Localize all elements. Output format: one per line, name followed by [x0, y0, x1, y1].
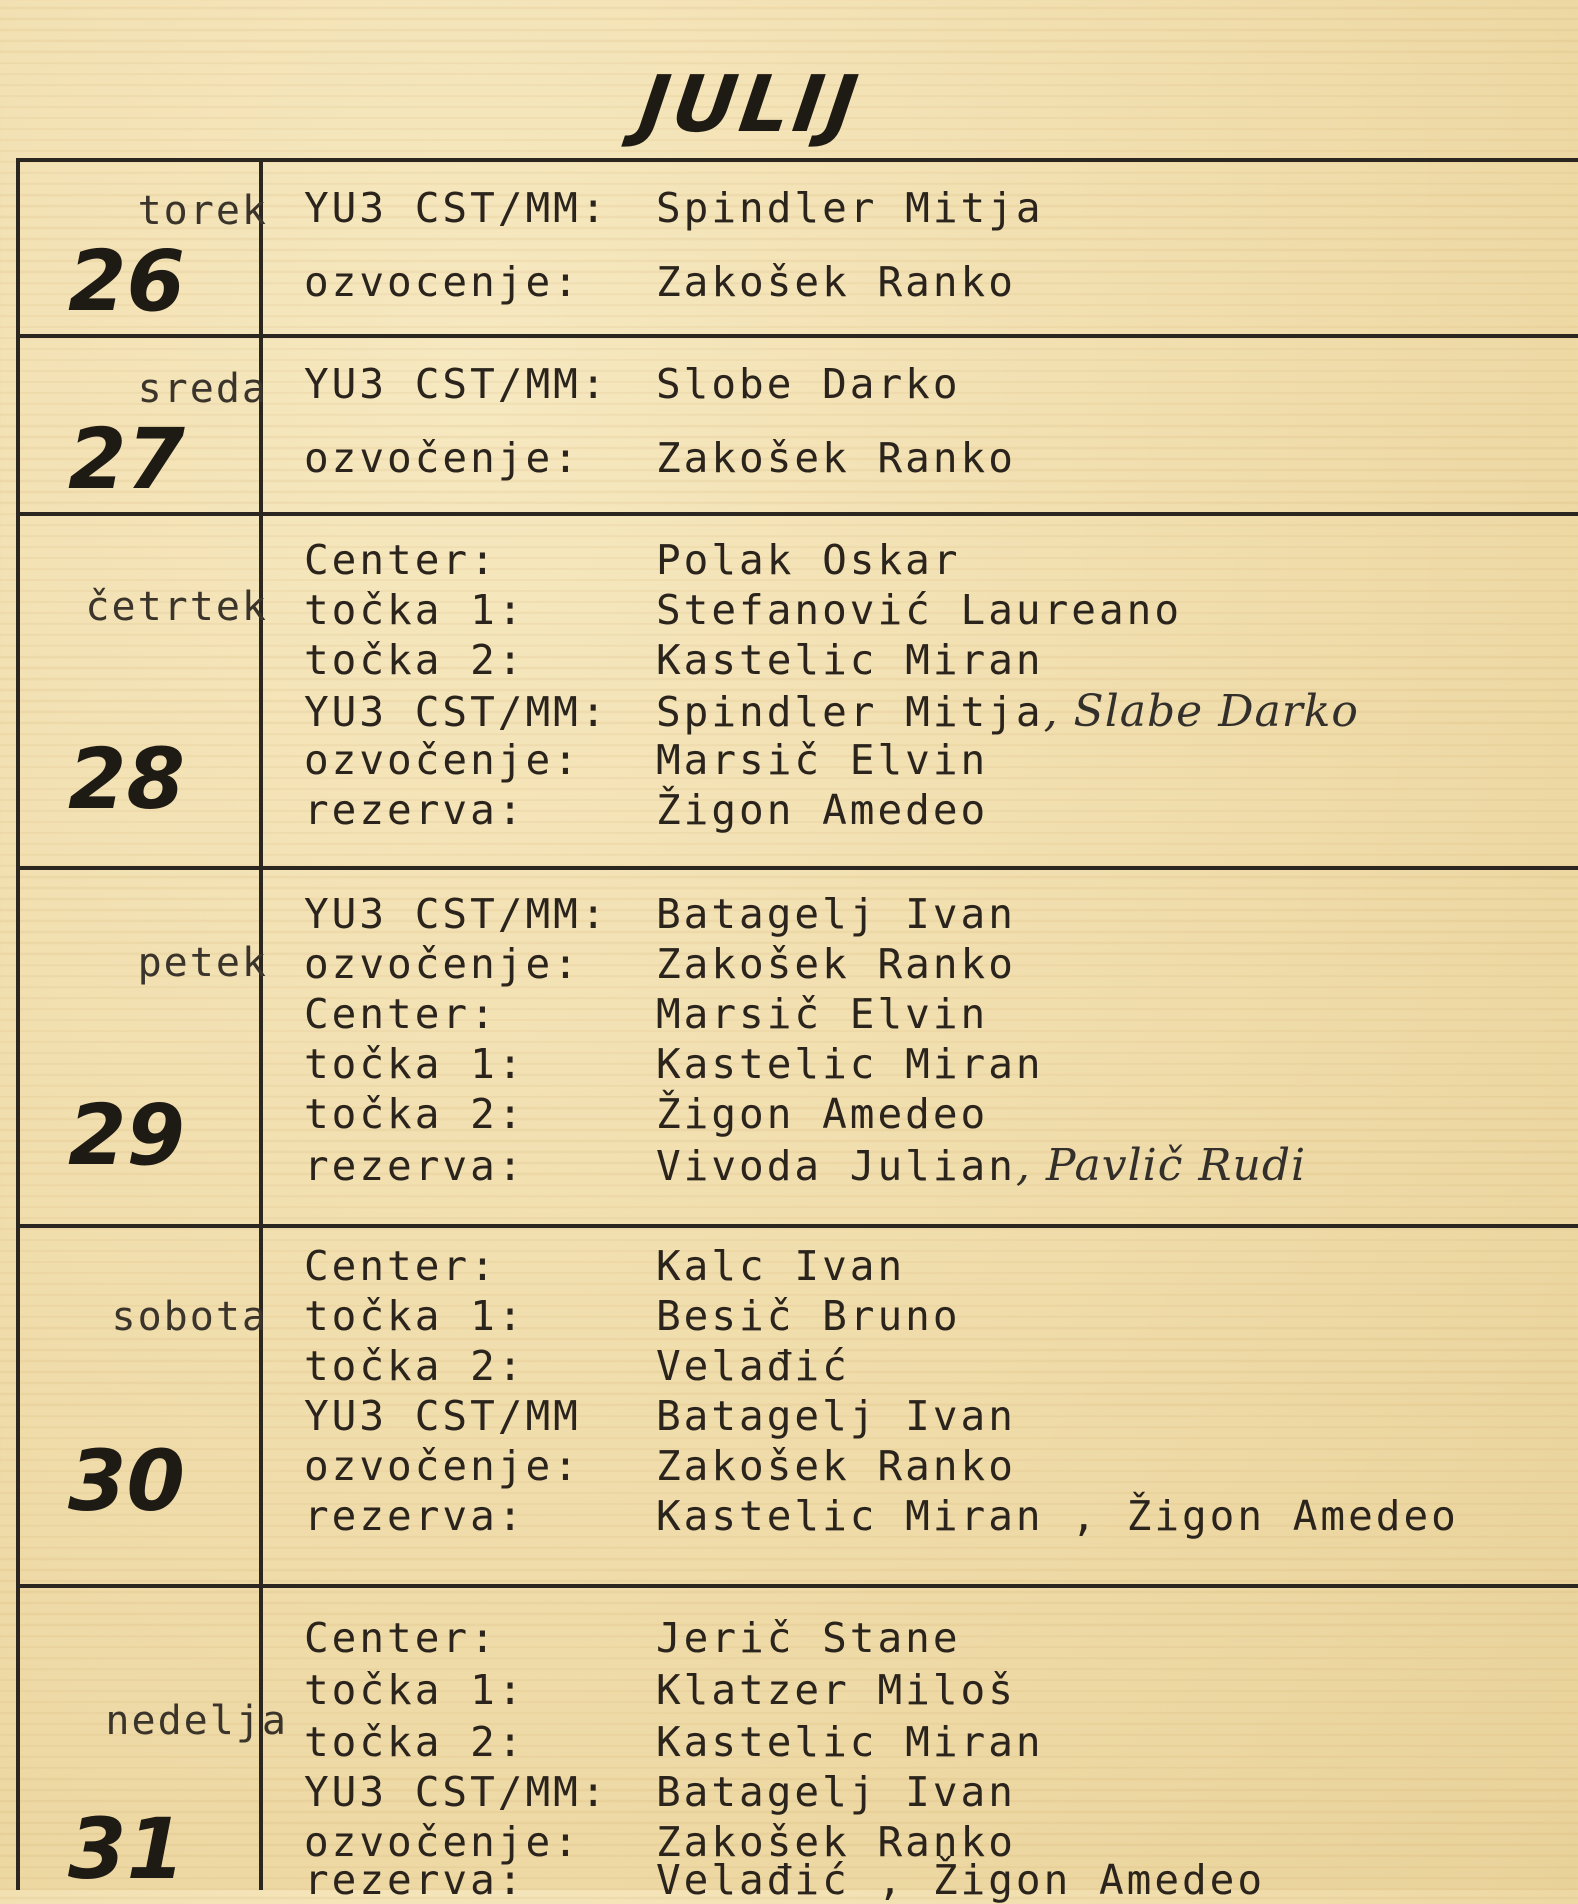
role-label: ozvočenje: — [304, 736, 581, 784]
assignment-line — [304, 1242, 905, 1290]
assignment-line — [304, 686, 1359, 737]
day-number: 29 — [68, 1086, 185, 1184]
assignment-line — [304, 990, 988, 1038]
role-label: Center: — [304, 536, 498, 584]
person-name: Klatzer Miloš — [656, 1666, 1016, 1714]
role-label: ozvocenje: — [304, 258, 581, 306]
day-name: nedelja — [105, 1698, 288, 1744]
role-label: rezerva: — [304, 1492, 526, 1540]
assignment-line — [304, 184, 1044, 232]
person-name: Polak Oskar — [656, 536, 961, 584]
person-name: Jerič Stane — [656, 1614, 961, 1662]
role-label: YU3 CST/MM: — [304, 890, 609, 938]
assignment-line — [304, 1856, 1265, 1904]
person-name: Kastelic Miran — [656, 1718, 1044, 1766]
day-number: 26 — [68, 232, 185, 330]
day-name: torek — [137, 188, 268, 234]
day-name: sreda — [137, 366, 268, 412]
day-row-31 — [20, 1584, 1578, 1904]
day-number: 31 — [68, 1800, 185, 1898]
person-name: Velađić — [656, 1342, 850, 1390]
role-label: YU3 CST/MM: — [304, 184, 609, 232]
person-name: Zakošek Ranko — [656, 258, 1016, 306]
role-label: YU3 CST/MM: — [304, 688, 609, 736]
role-label: Center: — [304, 990, 498, 1038]
person-name: Stefanović Laureano — [656, 586, 1182, 634]
role-label: ozvočenje: — [304, 434, 581, 482]
person-name: Besič Bruno — [656, 1292, 961, 1340]
role-label: YU3 CST/MM: — [304, 360, 609, 408]
day-number: 27 — [68, 410, 185, 508]
assignment-line — [304, 586, 1182, 634]
role-label: točka 2: — [304, 636, 526, 684]
person-name: Kastelic Miran , Žigon Amedeo — [656, 1492, 1459, 1540]
day-name: petek — [137, 940, 268, 986]
assignment-line — [304, 434, 1016, 482]
person-name: Kalc Ivan — [656, 1242, 906, 1290]
person-name: Zakošek Ranko — [656, 434, 1016, 482]
assignment-line — [304, 258, 1016, 306]
handwritten-addition: , Pavlič Rudi — [1015, 1140, 1307, 1191]
day-row-30 — [20, 1224, 1578, 1584]
role-label: točka 1: — [304, 1040, 526, 1088]
assignment-line — [304, 536, 961, 584]
role-label: YU3 CST/MM — [304, 1392, 581, 1440]
assignment-line — [304, 1140, 1306, 1191]
role-label: točka 1: — [304, 1292, 526, 1340]
assignment-line — [304, 1090, 988, 1138]
person-name: Kastelic Miran — [656, 1040, 1044, 1088]
day-row-29 — [20, 866, 1578, 1224]
role-label: točka 2: — [304, 1342, 526, 1390]
assignment-line — [304, 890, 1016, 938]
assignment-line — [304, 1768, 1016, 1816]
person-name: Marsič Elvin — [656, 736, 989, 784]
person-name: Žigon Amedeo — [656, 786, 989, 834]
role-label: točka 2: — [304, 1090, 526, 1138]
assignment-line — [304, 736, 988, 784]
role-label: ozvočenje: — [304, 940, 581, 988]
assignment-line — [304, 1292, 961, 1340]
role-label: točka 1: — [304, 586, 526, 634]
role-label: ozvočenje: — [304, 1818, 581, 1866]
person-name: Spindler Mitja — [656, 688, 1044, 736]
person-name: Žigon Amedeo — [656, 1090, 989, 1138]
assignment-line — [304, 360, 961, 408]
role-label: Center: — [304, 1614, 498, 1662]
person-name: Spindler Mitja — [656, 184, 1044, 232]
person-name: Marsič Elvin — [656, 990, 989, 1038]
person-name: Zakošek Ranko — [656, 1442, 1016, 1490]
day-row-26 — [20, 162, 1578, 334]
month-title: JULIJ — [633, 60, 867, 150]
assignment-line — [304, 1666, 1016, 1714]
person-name: Batagelj Ivan — [656, 1392, 1016, 1440]
day-row-27 — [20, 334, 1578, 512]
handwritten-addition: , Slabe Darko — [1043, 686, 1359, 737]
person-name: Vivoda Julian — [656, 1142, 1016, 1190]
role-label: YU3 CST/MM: — [304, 1768, 609, 1816]
person-name: Batagelj Ivan — [656, 1768, 1016, 1816]
role-label: Center: — [304, 1242, 498, 1290]
person-name: Slobe Darko — [656, 360, 961, 408]
assignment-line — [304, 1614, 961, 1662]
role-label: točka 2: — [304, 1718, 526, 1766]
assignment-line — [304, 1342, 850, 1390]
day-name: četrtek — [85, 584, 268, 630]
role-label: ozvočenje: — [304, 1442, 581, 1490]
day-name: sobota — [111, 1294, 268, 1340]
role-label: rezerva: — [304, 1142, 526, 1190]
assignment-line — [304, 786, 988, 834]
person-name: Zakošek Ranko — [656, 940, 1016, 988]
day-row-28 — [20, 512, 1578, 866]
assignment-line — [304, 636, 1044, 684]
assignment-line — [304, 1442, 1016, 1490]
day-number: 30 — [68, 1432, 185, 1530]
assignment-line — [304, 1040, 1044, 1088]
role-label: rezerva: — [304, 1856, 526, 1904]
assignment-line — [304, 1492, 1459, 1540]
assignment-line — [304, 1718, 1044, 1766]
assignment-line — [304, 940, 1016, 988]
role-label: rezerva: — [304, 786, 526, 834]
role-label: točka 1: — [304, 1666, 526, 1714]
day-number: 28 — [68, 730, 185, 828]
assignment-line — [304, 1392, 1016, 1440]
person-name: Batagelj Ivan — [656, 890, 1016, 938]
person-name: Zakošek Ranko — [656, 1818, 1016, 1866]
person-name: Kastelic Miran — [656, 636, 1044, 684]
person-name: Velađić , Žigon Amedeo — [656, 1856, 1266, 1904]
